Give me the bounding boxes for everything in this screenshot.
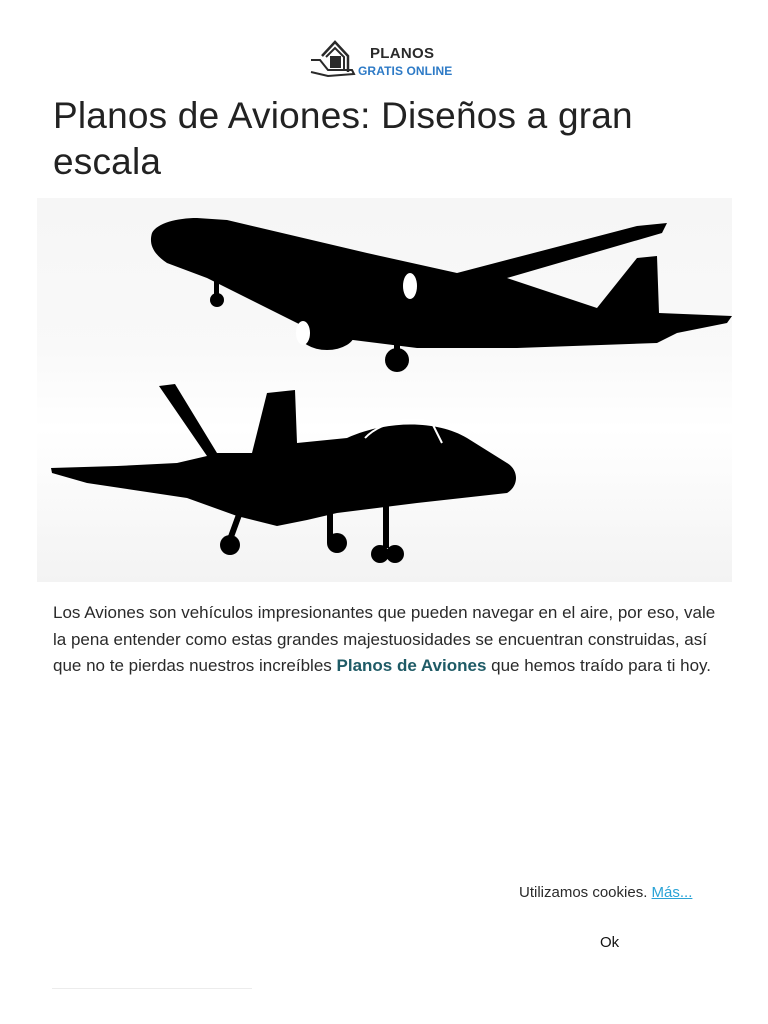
hero-image [37, 198, 732, 582]
cookie-more-link[interactable]: Más... [651, 884, 693, 901]
planos-aviones-link[interactable]: Planos de Aviones [336, 656, 487, 675]
logo-line1: PLANOS [370, 44, 435, 62]
page-title: Planos de Aviones: Diseños a gran escala [53, 95, 633, 182]
airliner-silhouette [151, 218, 732, 372]
logo-line2: GRATIS ONLINE [358, 63, 453, 78]
cookie-message: Utilizamos cookies. [519, 884, 652, 901]
intro-paragraph [53, 600, 733, 680]
cookie-ok-button[interactable]: Ok [600, 934, 620, 951]
fighter-jet-silhouette [51, 384, 516, 563]
intro-text-after: que hemos traído para ti hoy. [486, 656, 712, 675]
intro-text-before: Los Aviones son vehículos impresionantes que pueden navegar en el aire, por eso, vale la pena entender como estas grandes majestuosidades se encuentran construidas, así que no te pierdas nuestros increíbles [53, 603, 716, 675]
site-logo[interactable] [308, 38, 468, 84]
house-hand-icon [308, 38, 358, 84]
divider [52, 988, 252, 989]
cookie-notice [519, 884, 692, 901]
